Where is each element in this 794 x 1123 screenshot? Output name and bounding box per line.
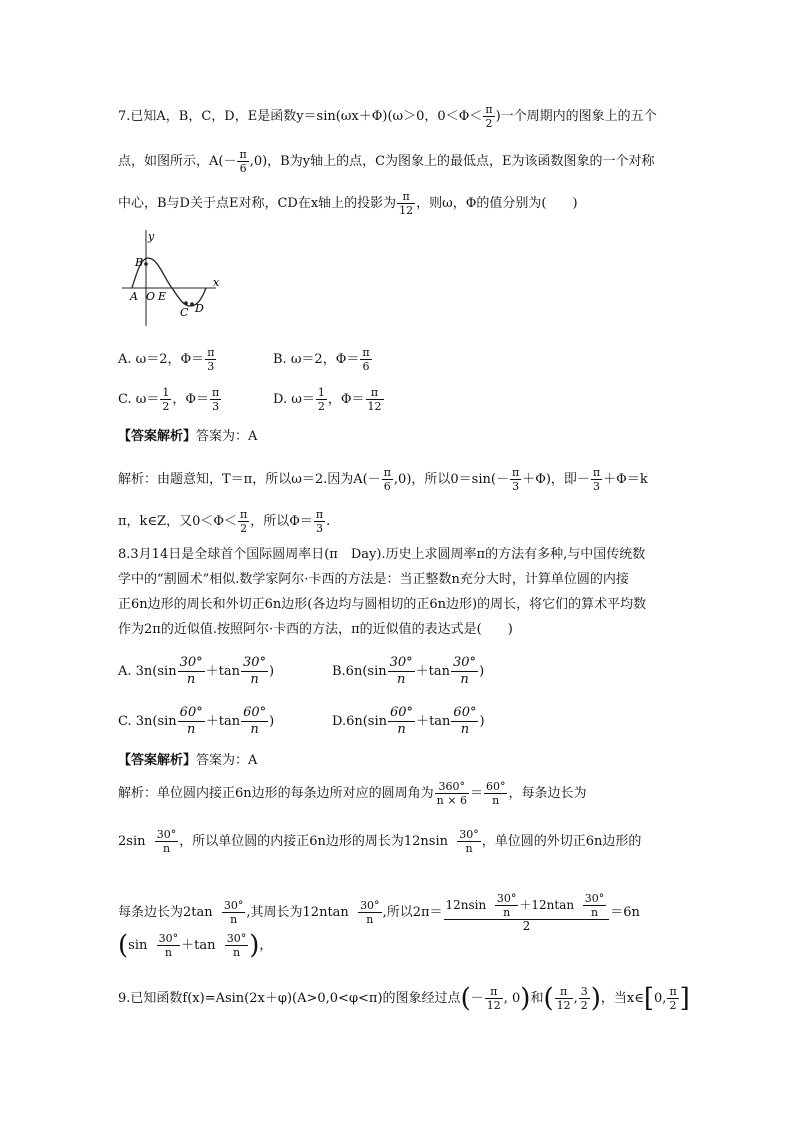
y-label: y — [148, 230, 155, 243]
q8-line-1: 8.3月14日是全球首个国际圆周率日(π Day).历史上求圆周率π的方法有多种,与中国传统数 — [118, 547, 646, 562]
q7-line-1: 7.已知A，B，C，D，E是函数y＝sin(ωx＋Φ)(ω＞0，0＜Φ＜ $\frac{\pi}{2}$ )一个周期内的图象上的五个 — [118, 103, 657, 130]
q7-option-c[interactable]: C. ω＝ $\frac{1}{2}$ ，Φ＝ $\frac{\pi}{3}$ — [118, 386, 220, 413]
q7-option-a[interactable]: A. ω＝2，Φ＝ $\frac{\pi}{3}$ — [118, 346, 215, 373]
q7-solution-line-2: π，k∈Z，又0＜Φ＜ $\frac{\pi}{2}$ ，所以Φ＝ $\frac{\pi}{3}$ . — [118, 508, 331, 535]
q8-solution-line-4: (sin $\frac{30^\circ}{n}$ ＋tan $\frac{30^\circ}{n}$ )， — [118, 930, 273, 961]
x-label: x — [213, 276, 220, 289]
label-a: A — [130, 290, 138, 303]
q7-line-3: 中心，B与D关于点E对称，CD在x轴上的投影为 $\frac{\pi}{12}$ ，则ω，Φ的值分别为( ) — [118, 190, 578, 217]
label-b: B — [135, 256, 144, 269]
q8-line-2: 学中的“割圆术”相似.数学家阿尔·卡西的方法是：当正整数n充分大时，计算单位圆的内接 — [118, 572, 629, 587]
q8-option-c[interactable]: C. 3n(sin $\frac{60^\circ}{n}$ ＋tan $\frac{60^\circ}{n}$ ) — [118, 705, 275, 737]
q8-option-d[interactable]: D.6n(sin $\frac{60^\circ}{n}$ ＋tan $\frac{60^\circ}{n}$ ) — [332, 705, 485, 737]
fraction: $\frac{\pi}{12}$ — [399, 190, 414, 217]
q9-line-1: 9.已知函数f(x)=Asin(2x＋φ)(A>0,0<φ<π)的图象经过点(－ $\frac{\pi}{12}$ , 0)和( $\frac{\pi}{12}$ , $\frac{3}{2}$ )，当x∈[0, $\frac{\pi}{2}$ ] — [118, 983, 690, 1014]
point-c — [184, 301, 188, 305]
q7-option-b[interactable]: B. ω＝2，Φ＝ $\frac{\pi}{6}$ — [273, 346, 370, 373]
big-fraction: 12nsin $\frac{30^\circ}{n}$ ＋12ntan $\frac{30^\circ}{n}$ 2 — [444, 892, 610, 933]
label-c: C — [180, 306, 189, 319]
q8-solution-line-2: 2sin $\frac{30^\circ}{n}$ ，所以单位圆的内接正6n边形的周长为12nsin $\frac{30^\circ}{n}$ ，单位圆的外切正6n边形的 — [118, 828, 642, 855]
q8-solution-line-1: 解析：单位圆内接正6n边形的每条边所对应的圆周角为 $\frac{360^\circ}{n \times 6}$ ＝ $\frac{60^\circ}{n}$ ，每条边长为 — [118, 780, 587, 807]
q8-line-3: 正6n边形的周长和外切正6n边形(各边均与圆相切的正6n边形)的周长，将它们的算术平均数 — [118, 597, 647, 612]
q8-solution-line-3: 每条边长为2tan $\frac{30^\circ}{n}$ ,其周长为12ntan $\frac{30^\circ}{n}$ ,所以2π＝ 12nsin $\frac{30^\circ}{n}$ ＋12ntan $\frac{30^\circ}{n}$ 2 ＝6n — [118, 892, 640, 933]
point-b — [144, 262, 148, 266]
q7-option-d[interactable]: D. ω＝ $\frac{1}{2}$ ，Φ＝ $\frac{\pi}{12}$ — [273, 386, 382, 413]
sine-curve — [132, 258, 206, 306]
q8-line-4: 作为2π的近似值.按照阿尔·卡西的方法，π的近似值的表达式是( ) — [118, 622, 513, 637]
q7-solution-line-1: 解析：由题意知，T＝π，所以ω＝2.因为A(－ $\frac{\pi}{6}$ ,0)，所以0＝sin(－ $\frac{\pi}{3}$ ＋Φ)，即－ $\frac{\pi}{3}$ ＋Φ＝k — [118, 466, 648, 493]
sine-graph — [118, 228, 228, 328]
label-e: E — [158, 290, 167, 303]
label-o: O — [146, 290, 156, 303]
point-d — [190, 302, 194, 306]
fraction: $\frac{\pi}{6}$ — [239, 148, 247, 175]
q8-option-b[interactable]: B.6n(sin $\frac{30^\circ}{n}$ ＋tan $\frac{30^\circ}{n}$ ) — [332, 655, 485, 687]
label-d: D — [195, 302, 204, 315]
q8-answer: 【答案解析】答案为：A — [118, 753, 258, 768]
q7-line-2: 点，如图所示，A(－ $\frac{\pi}{6}$ ,0)，B为y轴上的点，C为图象上的最低点，E为该函数图象的一个对称 — [118, 148, 655, 175]
q8-option-a[interactable]: A. 3n(sin $\frac{30^\circ}{n}$ ＋tan $\frac{30^\circ}{n}$ ) — [118, 655, 275, 687]
fraction: $\frac{\pi}{2}$ — [485, 103, 493, 130]
q7-answer: 【答案解析】答案为：A — [118, 429, 258, 444]
